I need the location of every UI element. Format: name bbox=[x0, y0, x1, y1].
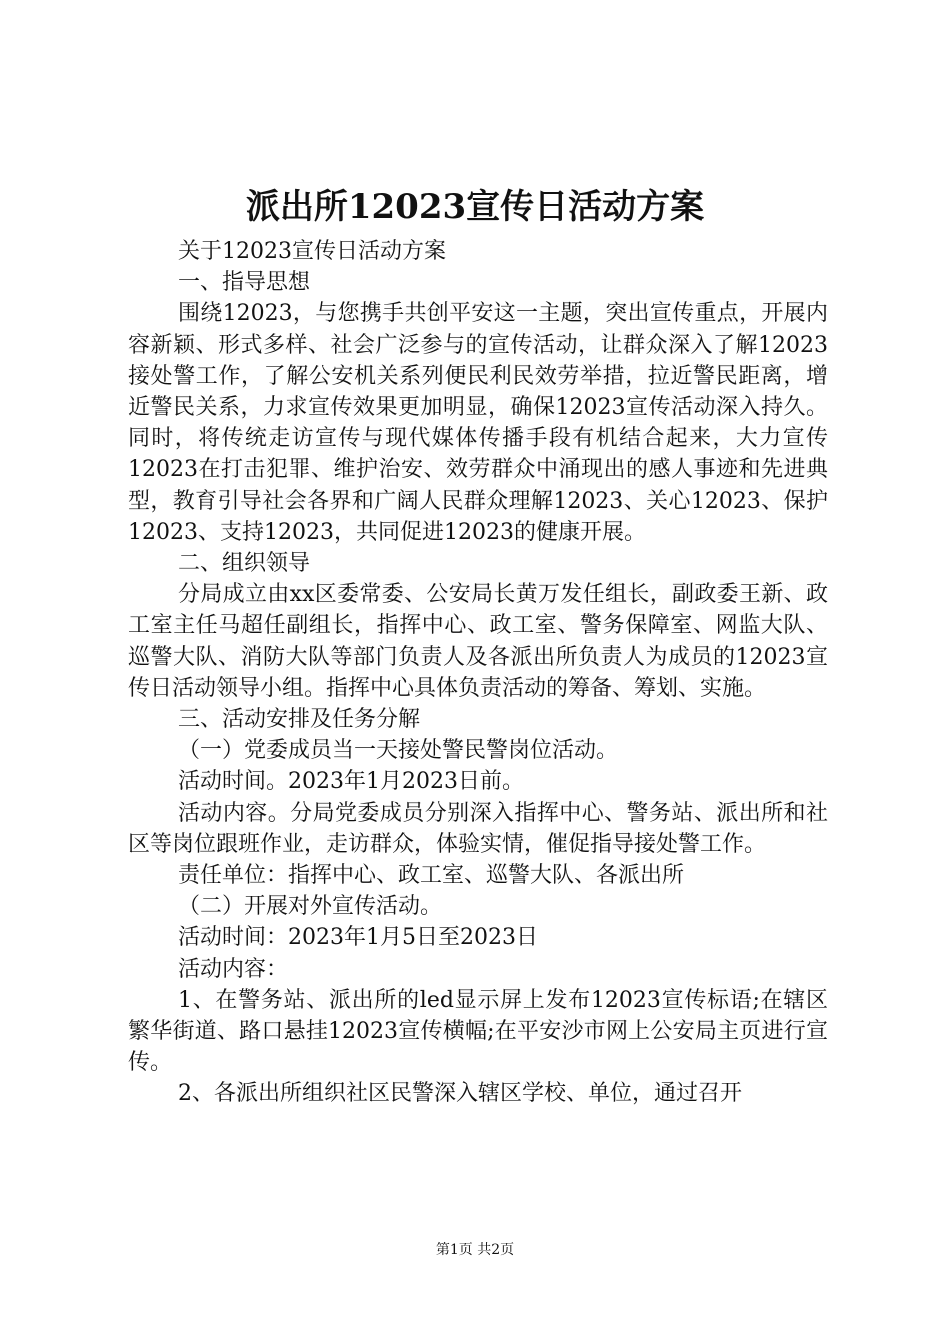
subheading-activity-two: （二）开展对外宣传活动。 bbox=[178, 894, 443, 920]
heading-organization: 二、组织领导 bbox=[178, 551, 311, 577]
paragraph-activity-two-time: 活动时间：2023年1月5日至2023日 bbox=[178, 925, 538, 951]
page-footer: 第1页 共2页 bbox=[435, 1242, 515, 1258]
document-title: 派出所12023宣传日活动方案 bbox=[245, 187, 705, 227]
heading-guiding-thought: 一、指导思想 bbox=[178, 270, 311, 296]
document-body bbox=[128, 236, 828, 1110]
heading-activity-arrangement: 三、活动安排及任务分解 bbox=[178, 707, 421, 733]
paragraph-guiding-thought: 围绕12023，与您携手共创平安这一主题，突出宣传重点，开展内容新颖、形式多样、社会广泛参与的宣传活动，让群众深入了解12023接处警工作，了解公安机关系列便民利民效劳举措，拉近警民距离，增近警民关系，力求宣传效果更加明显，确保12023宣传活动深入持久。同时，将传统走访宣传与现代媒体传播手段有机结合起来，大力宣传12023在打击犯罪、维护治安、效劳群众中涌现出的感人事迹和先进典型，教育引导社会各界和广阔人民群众理解12023、关心12023、保护12023、支持12023，共同促进12023的健康开展。 bbox=[128, 301, 828, 545]
paragraph-activity-one-units: 责任单位：指挥中心、政工室、巡警大队、各派出所 bbox=[178, 863, 685, 889]
paragraph-organization: 分局成立由xx区委常委、公安局长黄万发任组长，副政委王新、政工室主任马超任副组长，指挥中心、政工室、警务保障室、网监大队、巡警大队、消防大队等部门负责人及各派出所负责人为成员的12023宣传日活动领导小组。指挥中心具体负责活动的筹备、筹划、实施。 bbox=[128, 582, 828, 701]
paragraph-subtitle: 关于12023宣传日活动方案 bbox=[178, 239, 446, 264]
subheading-activity-one: （一）党委成员当一天接处警民警岗位活动。 bbox=[178, 738, 619, 764]
paragraph-activity-two-item-2: 2、各派出所组织社区民警深入辖区学校、单位，通过召开 bbox=[178, 1081, 742, 1107]
paragraph-activity-one-content: 活动内容。分局党委成员分别深入指挥中心、警务站、派出所和社区等岗位跟班作业，走访群众，体验实情，催促指导接处警工作。 bbox=[128, 800, 828, 857]
paragraph-activity-two-content-label: 活动内容： bbox=[178, 956, 289, 982]
paragraph-activity-one-time: 活动时间。2023年1月2023日前。 bbox=[178, 769, 524, 795]
paragraph-activity-two-item-1: 1、在警务站、派出所的led显示屏上发布12023宣传标语;在辖区繁华街道、路口悬挂12023宣传横幅;在平安沙市网上公安局主页进行宣传。 bbox=[128, 987, 828, 1076]
